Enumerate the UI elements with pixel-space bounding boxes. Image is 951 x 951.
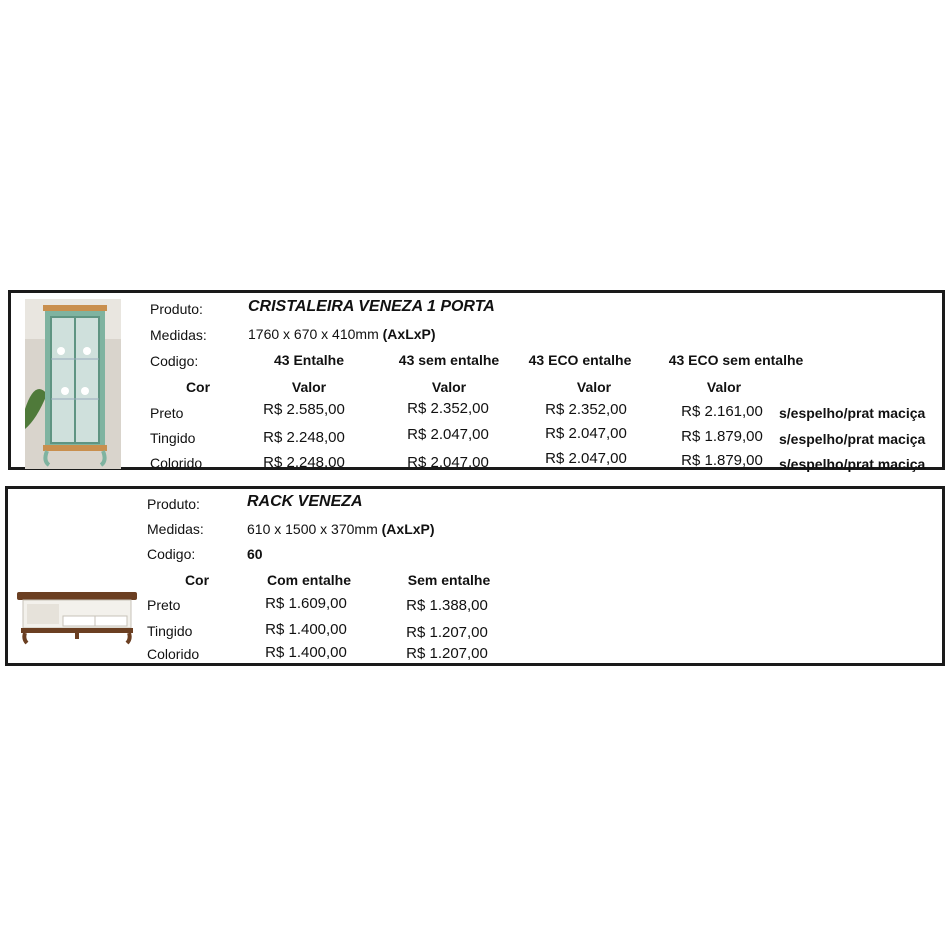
column-header: Com entalhe — [266, 572, 352, 588]
price-cell: R$ 2.161,00 — [681, 403, 763, 420]
medidas-label: Medidas: — [147, 521, 204, 537]
price-cell: R$ 1.207,00 — [406, 624, 488, 641]
price-cell: R$ 1.609,00 — [265, 595, 347, 612]
product-card-rack — [5, 486, 945, 666]
cabinet-photo-icon — [25, 299, 121, 469]
produto-label: Produto: — [150, 301, 203, 317]
cor-header: Cor — [184, 572, 210, 588]
codigo-label: Codigo: — [147, 546, 196, 562]
code-header: 43 ECO sem entalhe — [668, 352, 804, 368]
price-cell: R$ 2.047,00 — [545, 425, 627, 442]
price-cell: R$ 2.047,00 — [407, 426, 489, 443]
price-cell: R$ 1.879,00 — [681, 452, 763, 469]
medidas-value: 1760 x 670 x 410mm (AxLxP) — [248, 326, 436, 342]
price-cell: R$ 2.352,00 — [545, 401, 627, 418]
row-cor: Tingido — [150, 430, 196, 446]
codigo-label: Codigo: — [150, 353, 199, 369]
code-header: 43 ECO entalhe — [528, 352, 632, 368]
price-cell: R$ 2.585,00 — [263, 401, 345, 418]
price-cell: R$ 1.207,00 — [406, 645, 488, 662]
row-cor: Colorido — [147, 646, 200, 662]
row-note: s/espelho/prat maciça — [779, 431, 926, 447]
row-cor: Preto — [150, 405, 184, 421]
rack-photo-icon — [17, 586, 137, 646]
price-cell: R$ 2.047,00 — [407, 454, 489, 471]
price-cell: R$ 1.879,00 — [681, 428, 763, 445]
code-header: 43 Entalhe — [273, 352, 345, 368]
price-cell: R$ 1.400,00 — [265, 644, 347, 661]
valor-header: Valor — [706, 379, 742, 395]
row-cor: Colorido — [150, 455, 203, 471]
product-name: RACK VENEZA — [247, 493, 363, 510]
cor-header: Cor — [185, 379, 211, 395]
row-note: s/espelho/prat maciça — [779, 405, 926, 421]
produto-label: Produto: — [147, 496, 200, 512]
valor-header: Valor — [431, 379, 467, 395]
price-cell: R$ 1.400,00 — [265, 621, 347, 638]
medidas-value: 610 x 1500 x 370mm (AxLxP) — [247, 521, 435, 537]
price-cell: R$ 2.248,00 — [263, 429, 345, 446]
column-header: Sem entalhe — [407, 572, 491, 588]
price-cell: R$ 1.388,00 — [406, 597, 488, 614]
valor-header: Valor — [291, 379, 327, 395]
code-header: 43 sem entalhe — [398, 352, 500, 368]
product-card-cristaleira — [8, 290, 945, 470]
row-cor: Tingido — [147, 623, 193, 639]
row-cor: Preto — [147, 597, 181, 613]
code-value: 60 — [247, 546, 263, 562]
product-name: CRISTALEIRA VENEZA 1 PORTA — [248, 298, 495, 315]
price-cell: R$ 2.248,00 — [263, 454, 345, 471]
valor-header: Valor — [576, 379, 612, 395]
price-cell: R$ 2.352,00 — [407, 400, 489, 417]
medidas-label: Medidas: — [150, 327, 207, 343]
row-note: s/espelho/prat maciça — [779, 456, 926, 472]
price-cell: R$ 2.047,00 — [545, 450, 627, 467]
